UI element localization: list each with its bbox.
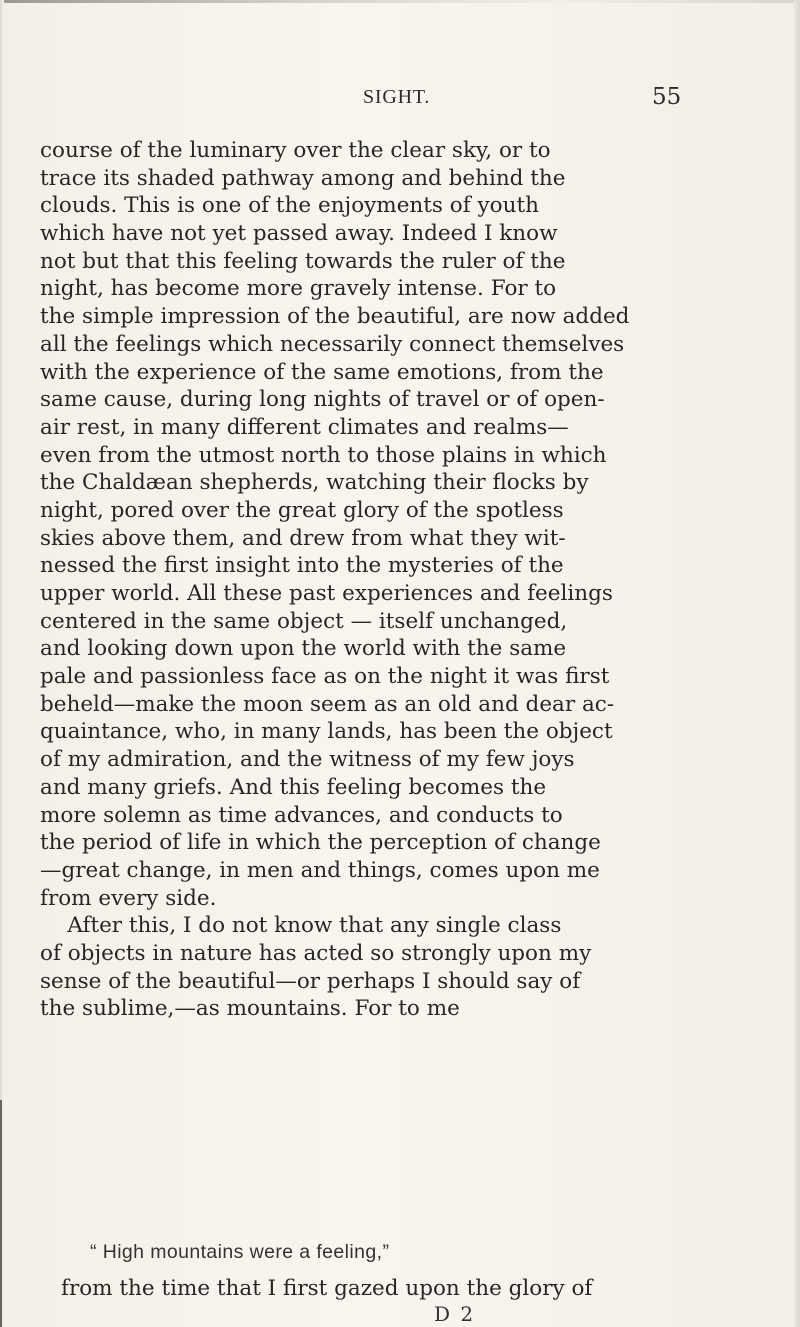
text-line: the simple impression of the beautiful, are now added [40, 304, 630, 330]
text-line: night, has become more gravely intense. For to [40, 276, 557, 302]
text-line: even from the utmost north to those plains in which [40, 442, 607, 468]
text-line: which have not yet passed away. Indeed I know [40, 221, 558, 247]
text-line: the period of life in which the perception of change [40, 830, 601, 856]
text-line: all the feelings which necessarily connect themselves [40, 331, 625, 357]
quoted-line: “ High mountains were a feeling,” [90, 1241, 390, 1263]
text-line: course of the luminary over the clear sky, or to [40, 138, 551, 163]
running-title: SIGHT. [363, 86, 431, 108]
text-line: quaintance, who, in many lands, has been the object [40, 719, 613, 745]
text-line: —great change, in men and things, comes upon me [40, 857, 600, 883]
page-number: 55 [652, 84, 682, 110]
continuation-line: from the time that I first gazed upon the glory of [61, 1276, 593, 1301]
text-line: of objects in nature has acted so strongly upon my [40, 940, 592, 966]
text-line: upper world. All these past experiences and feelings [40, 581, 613, 606]
text-line: pale and passionless face as on the night it was first [40, 664, 610, 690]
text-line: sense of the beautiful—or perhaps I should say of [40, 968, 581, 994]
text-line: After this, I do not know that any single class [40, 913, 562, 939]
page-top-edge [0, 0, 800, 3]
text-line: same cause, during long nights of travel or of open- [40, 387, 605, 413]
signature-mark: D 2 [434, 1302, 476, 1326]
text-line: trace its shaded pathway among and behind the [40, 165, 566, 191]
running-head [0, 86, 800, 114]
text-line: with the experience of the same emotions, from the [40, 359, 604, 385]
text-line: and looking down upon the world with the same [40, 636, 567, 662]
text-line: the sublime,—as mountains. For to me [40, 996, 460, 1022]
text-line: more solemn as time advances, and conducts to [40, 802, 563, 828]
text-line: nessed the first insight into the mysteries of the [40, 553, 564, 579]
right-page-shadow [794, 0, 800, 1327]
text-line: air rest, in many different climates and realms— [40, 414, 569, 440]
text-line: the Chaldæan shepherds, watching their flocks by [40, 470, 589, 496]
text-line: not but that this feeling towards the ruler of the [40, 248, 566, 274]
text-line: clouds. This is one of the enjoyments of youth [40, 193, 539, 219]
text-line: night, pored over the great glory of the spotless [40, 497, 564, 523]
text-line: skies above them, and drew from what they wit- [40, 525, 566, 551]
text-line: centered in the same object — itself unchanged, [40, 608, 568, 634]
text-line: of my admiration, and the witness of my few joys [40, 747, 575, 773]
text-line: from every side. [40, 885, 217, 911]
body-text [40, 137, 740, 1023]
text-line: beheld—make the moon seem as an old and dear ac- [40, 691, 615, 717]
text-line: and many griefs. And this feeling becomes the [40, 774, 547, 800]
left-gutter-mark [0, 1100, 2, 1327]
